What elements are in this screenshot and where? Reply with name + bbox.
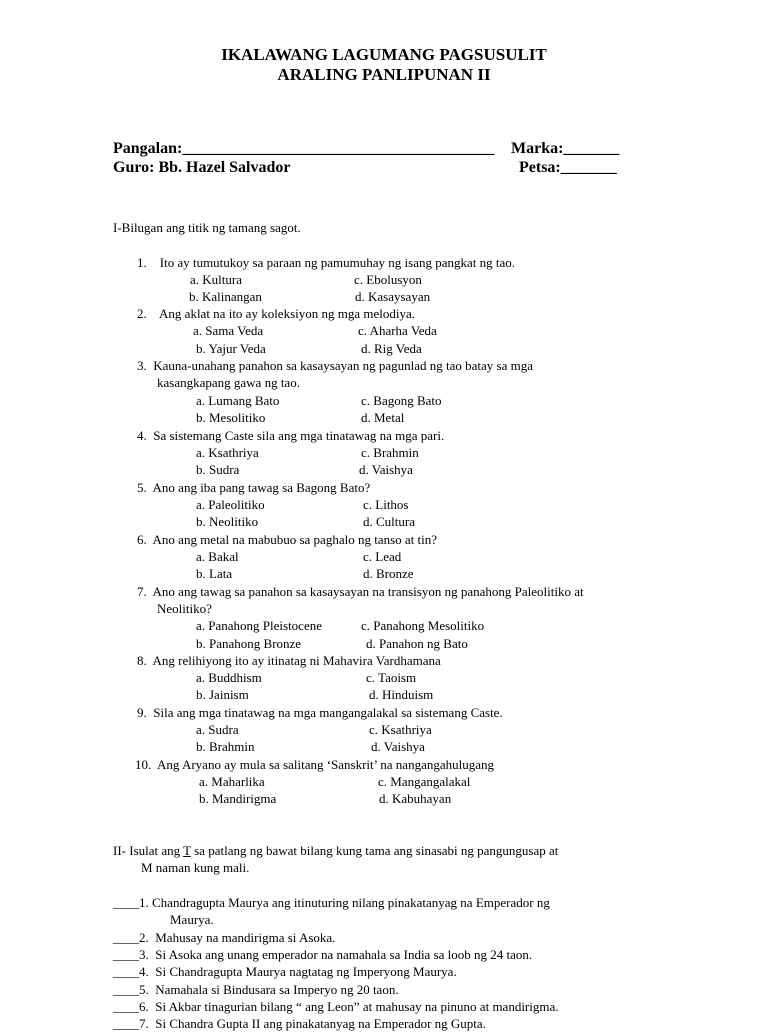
question-9: 9. Sila ang mga tinatawag na mga mangangalakal sa sistemang Caste. (137, 705, 503, 720)
q5-option-b[interactable]: b. Neolitiko (196, 514, 259, 529)
part2-item-7[interactable]: ____7. Si Chandra Gupta II ang pinakatanyag na Emperador ng Gupta. (113, 1016, 486, 1031)
q7-option-a[interactable]: a. Panahong Pleistocene (196, 618, 322, 633)
q7-option-b[interactable]: b. Panahong Bronze (196, 636, 302, 651)
question-6: 6. Ano ang metal na mabubuo sa paghalo ng tanso at tin? (137, 532, 438, 547)
q2-option-c[interactable]: c. Aharha Veda (358, 323, 437, 338)
q1-option-d[interactable]: d. Kasaysayan (355, 289, 431, 304)
q8-option-d[interactable]: d. Hinduism (369, 687, 434, 702)
q9-option-b[interactable]: b. Brahmin (196, 739, 255, 754)
q8-option-b[interactable]: b. Jainism (196, 687, 249, 702)
q3-option-c[interactable]: c. Bagong Bato (361, 393, 442, 408)
question-8: 8. Ang relihiyong ito ay itinatag ni Mahavira Vardhamana (137, 653, 441, 668)
subject-title: ARALING PANLIPUNAN II (277, 65, 491, 84)
q10-option-c[interactable]: c. Mangangalakal (378, 774, 471, 789)
petsa-field[interactable]: Petsa:_______ (519, 159, 617, 176)
question-3-cont: kasangkapang gawa ng tao. (157, 375, 300, 390)
q3-option-a[interactable]: a. Lumang Bato (196, 393, 280, 408)
q9-option-c[interactable]: c. Ksathriya (369, 722, 432, 737)
part2-item-2[interactable]: ____2. Mahusay na mandirigma si Asoka. (113, 930, 336, 945)
q10-option-d[interactable]: d. Kabuhayan (379, 791, 452, 806)
q2-option-d[interactable]: d. Rig Veda (361, 341, 422, 356)
q3-option-b[interactable]: b. Mesolitiko (196, 410, 266, 425)
question-7: 7. Ano ang tawag sa panahon sa kasaysayan na transisyon ng panahong Paleolitiko at (137, 584, 584, 599)
part1-instruction: I-Bilugan ang titik ng tamang sagot. (113, 220, 301, 235)
q8-option-a[interactable]: a. Buddhism (196, 670, 262, 685)
part2-instruction (113, 843, 558, 859)
marka-field[interactable]: Marka:_______ (511, 140, 620, 157)
q1-option-c[interactable]: c. Ebolusyon (354, 272, 422, 287)
q6-option-c[interactable]: c. Lead (363, 549, 402, 564)
part2-item-3[interactable]: ____3. Si Asoka ang unang emperador na namahala sa India sa loob ng 24 taon. (113, 947, 533, 962)
q7-option-c[interactable]: c. Panahong Mesolitiko (361, 618, 485, 633)
question-2: 2. Ang aklat na ito ay koleksiyon ng mga melodiya. (137, 306, 416, 321)
q10-option-a[interactable]: a. Maharlika (199, 774, 265, 789)
exam-title: IKALAWANG LAGUMANG PAGSUSULIT (221, 45, 547, 64)
q5-option-c[interactable]: c. Lithos (363, 497, 409, 512)
part2-item-1[interactable]: ____1. Chandragupta Maurya ang itinuturing nilang pinakatanyag na Emperador ng (113, 895, 550, 910)
q2-option-a[interactable]: a. Sama Veda (193, 323, 264, 338)
q6-option-a[interactable]: a. Bakal (196, 549, 239, 564)
q4-option-c[interactable]: c. Brahmin (361, 445, 419, 460)
part2-instruction-t: T (183, 843, 191, 858)
q9-option-d[interactable]: d. Vaishya (371, 739, 425, 754)
q2-option-b[interactable]: b. Yajur Veda (196, 341, 266, 356)
q7-option-d[interactable]: d. Panahon ng Bato (366, 636, 468, 651)
q5-option-d[interactable]: d. Cultura (363, 514, 415, 529)
guro-label: Guro: Bb. Hazel Salvador (113, 159, 291, 176)
part2-item-6[interactable]: ____6. Si Akbar tinagurian bilang “ ang Leon” at mahusay na pinuno at mandirigma. (113, 999, 559, 1014)
question-7-cont: Neolitiko? (157, 601, 212, 616)
q5-option-a[interactable]: a. Paleolitiko (196, 497, 265, 512)
question-4: 4. Sa sistemang Caste sila ang mga tinatawag na mga pari. (137, 428, 445, 443)
q6-option-b[interactable]: b. Lata (196, 566, 233, 581)
question-1: 1. Ito ay tumutukoy sa paraan ng pamumuhay ng isang pangkat ng tao. (137, 255, 516, 270)
q4-option-a[interactable]: a. Ksathriya (196, 445, 259, 460)
q4-option-b[interactable]: b. Sudra (196, 462, 240, 477)
question-5: 5. Ano ang iba pang tawag sa Bagong Bato? (137, 480, 371, 495)
part2-instruction-pre: II- Isulat ang (113, 843, 184, 858)
q6-option-d[interactable]: d. Bronze (363, 566, 414, 581)
part2-instruction-post: sa patlang ng bawat bilang kung tama ang sinasabi ng pangungusap at (190, 843, 559, 858)
part2-item-5[interactable]: ____5. Namahala si Bindusara sa Imperyo ng 20 taon. (113, 982, 399, 997)
q4-option-d[interactable]: d. Vaishya (359, 462, 413, 477)
pangalan-field[interactable]: Pangalan:_______________________________________ (113, 140, 495, 157)
part2-item-1-cont: Maurya. (170, 912, 214, 927)
question-3: 3. Kauna-unahang panahon sa kasaysayan ng pagunlad ng tao batay sa mga (137, 358, 534, 373)
part2-item-4[interactable]: ____4. Si Chandragupta Maurya nagtatag ng Imperyong Maurya. (113, 964, 457, 979)
q3-option-d[interactable]: d. Metal (361, 410, 405, 425)
q1-option-b[interactable]: b. Kalinangan (189, 289, 262, 304)
q10-option-b[interactable]: b. Mandirigma (199, 791, 277, 806)
q1-option-a[interactable]: a. Kultura (190, 272, 242, 287)
question-10: 10. Ang Aryano ay mula sa salitang ‘Sanskrit’ na nangangahulugang (135, 757, 494, 772)
q8-option-c[interactable]: c. Taoism (366, 670, 417, 685)
q9-option-a[interactable]: a. Sudra (196, 722, 239, 737)
part2-instruction-line2: M naman kung mali. (141, 860, 250, 875)
